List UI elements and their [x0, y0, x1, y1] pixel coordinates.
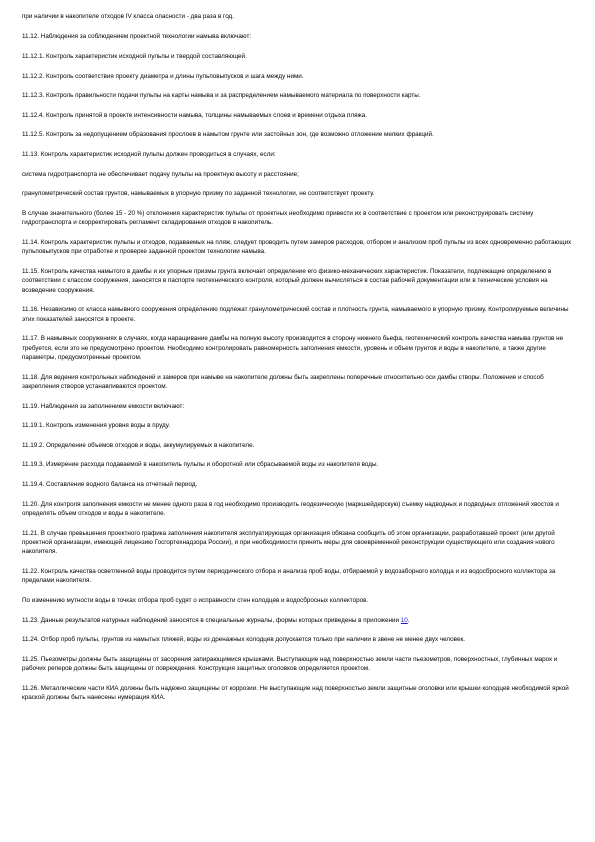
paragraph: 11.26. Металлические части КИА должны быть надежно защищены от коррозии. Не выступающие над поверхностью земли защитные оголовки или крышки колодцев необходимой яркой краской должны быть нанесены нумерация КИА. — [22, 684, 569, 702]
paragraph: 11.20. Для контроля заполнения емкости не менее одного раза в год необходимо производить геодезическую (маркшейдерскую) съемку надводных и подводных отложений хвостов и определять объем отходов и воды в накопителе. — [22, 500, 559, 517]
paragraph: при наличии в накопителе отходов IV класса опасности - два раза в год. — [22, 13, 234, 20]
paragraph-text: 11.23. Данные результатов натурных наблюдений заносятся в специальные журналы, формы которых приведены в приложении — [22, 616, 401, 624]
paragraph: 11.18. Для ведения контрольных наблюдений и замеров при намыве на накопителе должны быть закреплены поперечные относительно оси дамбы створы. Положение и способ закрепления створов устанавливаются проектом. — [22, 373, 544, 390]
paragraph: 11.13. Контроль характеристик исходной пульпы должен проводиться в случаях, если: — [22, 150, 276, 158]
paragraph: гранулометрический состав грунтов, намываемых в упорную призму по заданной технологии, не соответствует проекту. — [22, 190, 375, 198]
paragraph: 11.12. Наблюдения за соблюдением проектной технологии намыва включают: — [22, 33, 252, 41]
paragraph-suffix: . — [407, 616, 410, 624]
paragraph-with-link — [22, 616, 574, 625]
paragraph: 11.21. В случае превышения проектного графика заполнения накопителя эксплуатирующая организация обязана сообщить об этом организации, разработавшей проект (или другой проектной организации, имеющей лицензию Госгортехнадзора России), и при необходимости принять меры для своевременной реконструкции существующего или создания нового накопителя. — [22, 529, 555, 556]
paragraph: 11.19.4. Составление водного баланса на отчетный период. — [22, 480, 198, 488]
appendix-link[interactable]: 10 — [400, 616, 408, 624]
paragraph: 11.19.1. Контроль изменения уровня воды в пруду. — [22, 422, 170, 430]
paragraph: 11.12.4. Контроль принятой в проекте интенсивности намыва, толщины намываемых слоев и времени отдыха пляжа. — [22, 111, 368, 119]
document-page — [22, 12, 574, 832]
paragraph: 11.19. Наблюдения за заполнением емкости включают: — [22, 402, 185, 410]
paragraph: 11.19.3. Измерение расхода подаваемой в накопитель пульпы и оборотной или сбрасываемой воды из накопителя воды. — [22, 461, 379, 469]
paragraph: 11.19.2. Определение объемов отходов и воды, аккумулируемых в накопителе. — [22, 441, 255, 449]
paragraph: система гидротранспорта не обеспечивает подачу пульпы на проектную высоту и расстояние; — [22, 170, 299, 178]
paragraph: 11.22. Контроль качества осветленной воды проводится путем периодического отбора и анализа проб воды, отбираемой у водозаборного колодца и из водосбросного коллектора за пределами накопителя. — [22, 567, 556, 585]
paragraph: 11.24. Отбор проб пульпы, грунтов из намытых пляжей, воды из дренажных колодцев допускается только при наличии в звене не менее двух человек. — [22, 636, 465, 644]
paragraph: 11.14. Контроль характеристик пульпы и отходов, подаваемых на пляж, следует проводить путем замеров расходов, отбором и анализом проб пульпы из всех одновременно работающих пульповыпусков при отработке и проверке заданной проектом технологии намыва. — [22, 238, 572, 256]
paragraph: По изменению мутности воды в точках отбора проб судят о исправности стен колодцев и водосбросных коллекторов. — [22, 596, 369, 604]
paragraph: 11.12.2. Контроль соответствия проекту диаметра и длины пульповыпусков и шага между ними. — [22, 72, 304, 80]
paragraph: 11.12.5. Контроль за недопущением образования прослоев в намытом грунте или застойных зон, где возможно отложение мелких фракций. — [22, 131, 434, 139]
paragraph: 11.17. В намывных сооружениях в случаях, когда наращивание дамбы на полную высоту производится в сторону нижнего бьефа, геотехнический контроль качества намыва грунтов не требуется, если это не предусмотрено проектом. Необходимо контролировать равномерность заполнения емкости, уровень и объем грунтов и воды в накопителе, а также другие параметры, предусмотренные проектом. — [22, 335, 564, 361]
paragraph: 11.15. Контроль качества намытого в дамбы и их упорные призмы грунта включает определение его физико-механических характеристик. Показатели, подлежащие определению в соответствии с классом сооружения, заносятся в паспорте геотехнического контроля, который должен вычисляться в состав рабочей документации или в технические условия на возведение сооружения. — [22, 267, 552, 294]
paragraph: 11.12.1. Контроль характеристик исходной пульпы и твердой составляющей. — [22, 53, 247, 60]
paragraph: 11.16. Независимо от класса намывного сооружения определению подлежат гранулометрический состав и плотность грунта, намываемого в упорную призму. Контролируемые величины этих показателей заносятся в проекте. — [22, 306, 569, 323]
paragraph: 11.25. Пьезометры должны быть защищены от засорения запирающимися крышками. Выступающие над поверхностью земли части пьезометров, поверхностных, глубинных марок и рабочих реперов должны быть защищены от повреждения. Конструкция защитных оголовков определяется проектом. — [22, 655, 558, 673]
paragraph: 11.12.3. Контроль правильности подачи пульпы на карты намыва и за распределением намываемого материала по поверхности карты. — [22, 92, 421, 100]
paragraph: В случае значительного (более 15 - 20 %) отклонения характеристик пульпы от проектных необходимо привести их в соответствие с проектом или реконструировать систему гидротранспорта и скорректировать регламент складирования отходов в накопитель. — [22, 209, 534, 227]
